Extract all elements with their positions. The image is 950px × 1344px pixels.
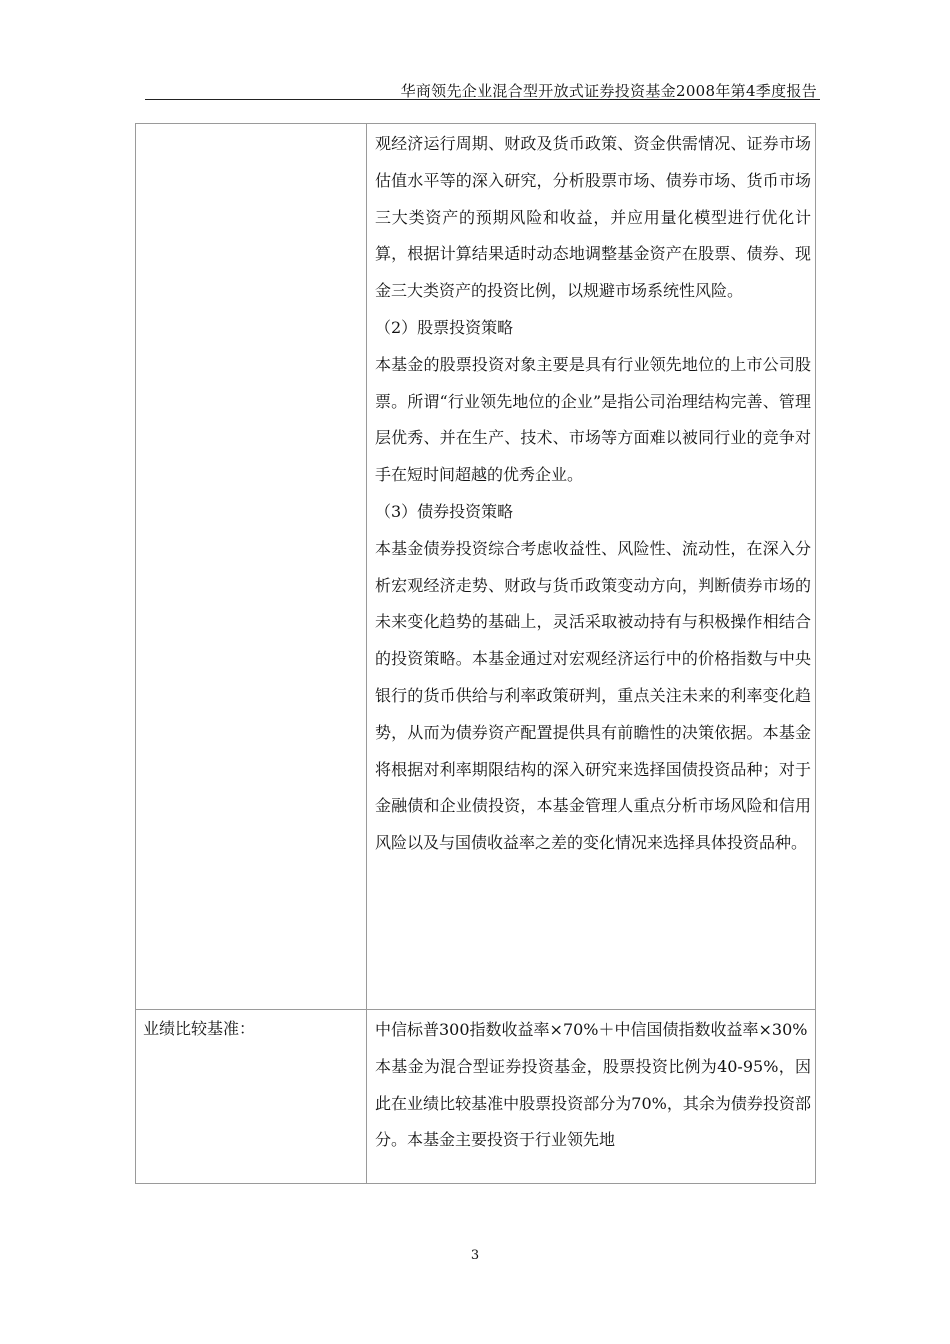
paragraph-allocation-strategy: 观经济运行周期、财政及货币政策、资金供需情况、证券市场估值水平等的深入研究，分析股票市场、债券市场、货币市场三大类资产的预期风险和收益，并应用量化模型进行优化计算，根据计算结果适时动态地调整基金资产在股票、债券、现金三大类资产的投资比例，以规避市场系统性风险。 xyxy=(375,134,811,301)
row-content-benchmark xyxy=(367,1010,816,1184)
table-row xyxy=(136,1010,816,1184)
paragraph-benchmark-explanation: 本基金为混合型证券投资基金，股票投资比例为40-95%，因此在业绩比较基准中股票投资部分为70%，其余为债券投资部分。本基金主要投资于行业领先地 xyxy=(375,1056,811,1150)
paragraph-bond-strategy: 本基金债券投资综合考虑收益性、风险性、流动性，在深入分析宏观经济走势、财政与货币政策变动方向，判断债券市场的未来变化趋势的基础上，灵活采取被动持有与积极操作相结合的投资策略。本基金通过对宏观经济运行中的价格指数与中央银行的货币供给与利率政策研判，重点关注未来的利率变化趋势，从而为债券资产配置提供具有前瞻性的决策依据。本基金将根据对利率期限结构的深入研究来选择国债投资品种；对于金融债和企业债投资，本基金管理人重点分析市场风险和信用风险以及与国债收益率之差的变化情况来选择具体投资品种。 xyxy=(375,538,811,853)
paragraph-stock-strategy: 本基金的股票投资对象主要是具有行业领先地位的上市公司股票。所谓“行业领先地位的企业”是指公司治理结构完善、管理层优秀、并在生产、技术、市场等方面难以被同行业的竞争对手在短时间超越的优秀企业。 xyxy=(375,354,811,485)
paragraph-benchmark-formula: 中信标普300指数收益率×70%＋中信国债指数收益率×30% xyxy=(375,1020,808,1039)
heading-bond-strategy: （3）债券投资策略 xyxy=(375,501,514,521)
table-row xyxy=(136,124,816,1010)
page-number: 3 xyxy=(470,1248,480,1263)
header-divider xyxy=(145,99,820,100)
report-header-title: 华商领先企业混合型开放式证券投资基金2008年第4季度报告 xyxy=(400,82,817,100)
row-content xyxy=(367,124,816,1010)
row-label xyxy=(136,124,367,1010)
fund-info-table xyxy=(135,123,816,1184)
row-label-benchmark: 业绩比较基准： xyxy=(136,1010,367,1184)
heading-stock-strategy: （2）股票投资策略 xyxy=(375,317,514,337)
